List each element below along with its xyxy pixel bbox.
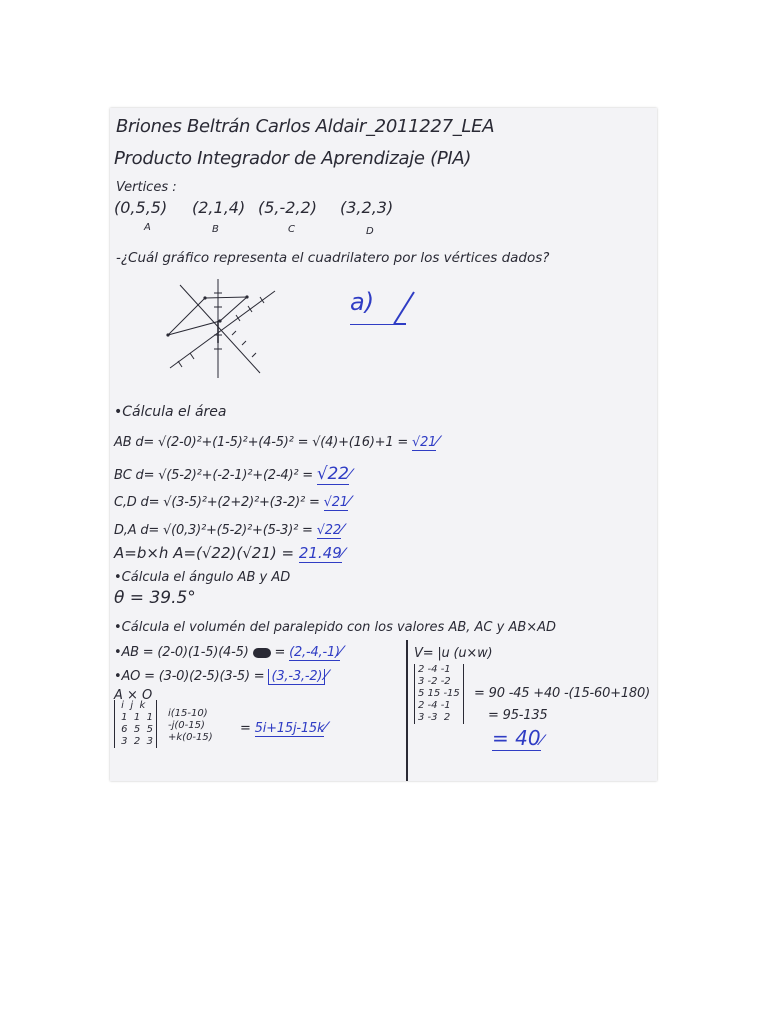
area-formula: A=b×h A=(√22)(√21) = 21.49⁄ — [114, 544, 345, 562]
notebook-sheet — [110, 108, 657, 781]
vertex-a-letter: A — [144, 222, 151, 233]
vertex-d-letter: D — [366, 226, 374, 237]
cross-product-expansion: i(15-10) -j(0-15) +k(0-15) — [168, 708, 213, 743]
vector-ab: •AB = (2-0)(1-5)(4-5) = (2,-4,-1)⁄ — [114, 644, 343, 660]
determinant-equation-2: = 95-135 — [488, 708, 548, 723]
area-row-ab: AB d= √(2-0)²+(1-5)²+(4-5)² = √(4)+(16)+1 = √21⁄ — [114, 434, 439, 450]
area-row-bc: BC d= √(5-2)²+(-2-1)²+(2-4)² = √22⁄ — [114, 464, 351, 484]
vertex-b-letter: B — [212, 224, 219, 235]
answer-underline — [350, 324, 396, 325]
area-formula-result: 21.49 — [298, 544, 342, 562]
vertex-a-coords: (0,5,5) — [114, 198, 168, 217]
angle-heading: •Cálcula el ángulo AB y AD — [114, 570, 291, 585]
scribble-mark — [253, 648, 271, 658]
student-name-line: Briones Beltrán Carlos Aldair_2011227_LEA — [116, 116, 495, 137]
cross-product-matrix: i j k 1 1 1 6 5 5 3 2 3 — [114, 700, 157, 748]
area-row-ab-expr: AB d= √(2-0)²+(1-5)²+(4-5)² = √(4)+(16)+1 = — [114, 435, 409, 450]
area-row-da: D,A d= √(0,3)²+(5-2)²+(5-3)² = √22⁄ — [114, 522, 344, 538]
area-row-bc-expr: BC d= √(5-2)²+(-2-1)²+(2-4)² = — [114, 468, 313, 483]
vector-ao: •AO = (3-0)(2-5)(3-5) = (3,-3,-2) ⁄ — [114, 668, 328, 684]
vertex-c-letter: C — [288, 224, 295, 235]
area-row-cd: C,D d= √(3-5)²+(2+2)²+(3-2)² = √21⁄ — [114, 494, 351, 510]
vertex-b-coords: (2,1,4) — [192, 198, 246, 217]
area-row-cd-expr: C,D d= √(3-5)²+(2+2)²+(3-2)² = — [114, 495, 320, 510]
area-row-ab-result: √21 — [412, 435, 437, 450]
graph-answer: a) — [350, 288, 375, 316]
area-formula-expr: A=b×h A=(√22)(√21) = — [114, 544, 295, 562]
vertex-c-coords: (5,-2,2) — [258, 198, 317, 217]
vertex-list — [114, 198, 393, 217]
cross-product-label: A × O — [114, 688, 153, 703]
vector-ao-result: (3,-3,-2) — [268, 669, 325, 685]
determinant-equation: = 90 -45 +40 -(15-60+180) — [474, 686, 650, 701]
cross-product-result-wrap: = 5i+15j-15k⁄ — [240, 720, 327, 736]
cross-product-result: 5i+15j-15k — [254, 721, 325, 736]
answer-check-icon — [392, 288, 418, 328]
area-heading: •Cálcula el área — [114, 404, 227, 420]
vertices-label: Vertices : — [116, 180, 177, 195]
question-graph: -¿Cuál gráfico representa el cuadrilatero por los vértices dados? — [116, 250, 550, 266]
determinant-matrix: 2 -4 -1 3 -2 -2 5 15 -15 2 -4 -1 3 -3 2 — [414, 664, 464, 724]
vertex-d-coords: (3,2,3) — [340, 198, 394, 217]
vector-ab-result: (2,-4,-1) — [289, 645, 340, 660]
volume-result-wrap: = 40⁄ — [492, 726, 543, 750]
vector-ab-expr: •AB = (2-0)(1-5)(4-5) — [114, 645, 249, 660]
area-row-cd-result: √21 — [323, 495, 348, 510]
volume-formula: V= |u (u×w) — [414, 646, 493, 661]
quadrilateral-sketch — [160, 273, 290, 383]
column-divider — [406, 640, 408, 781]
document-title: Producto Integrador de Aprendizaje (PIA) — [114, 148, 472, 169]
volume-heading: •Cálcula el volumén del paralepido con los valores AB, AC y AB×AD — [114, 620, 557, 635]
area-row-da-expr: D,A d= √(0,3)²+(5-2)²+(5-3)² = — [114, 523, 313, 538]
angle-value: θ = 39.5° — [114, 588, 196, 608]
volume-result: = 40 — [492, 726, 541, 750]
area-row-bc-result: √22 — [316, 464, 349, 484]
vector-ao-expr: •AO = (3-0)(2-5)(3-5) = — [114, 669, 265, 684]
area-row-da-result: √22 — [316, 523, 341, 538]
